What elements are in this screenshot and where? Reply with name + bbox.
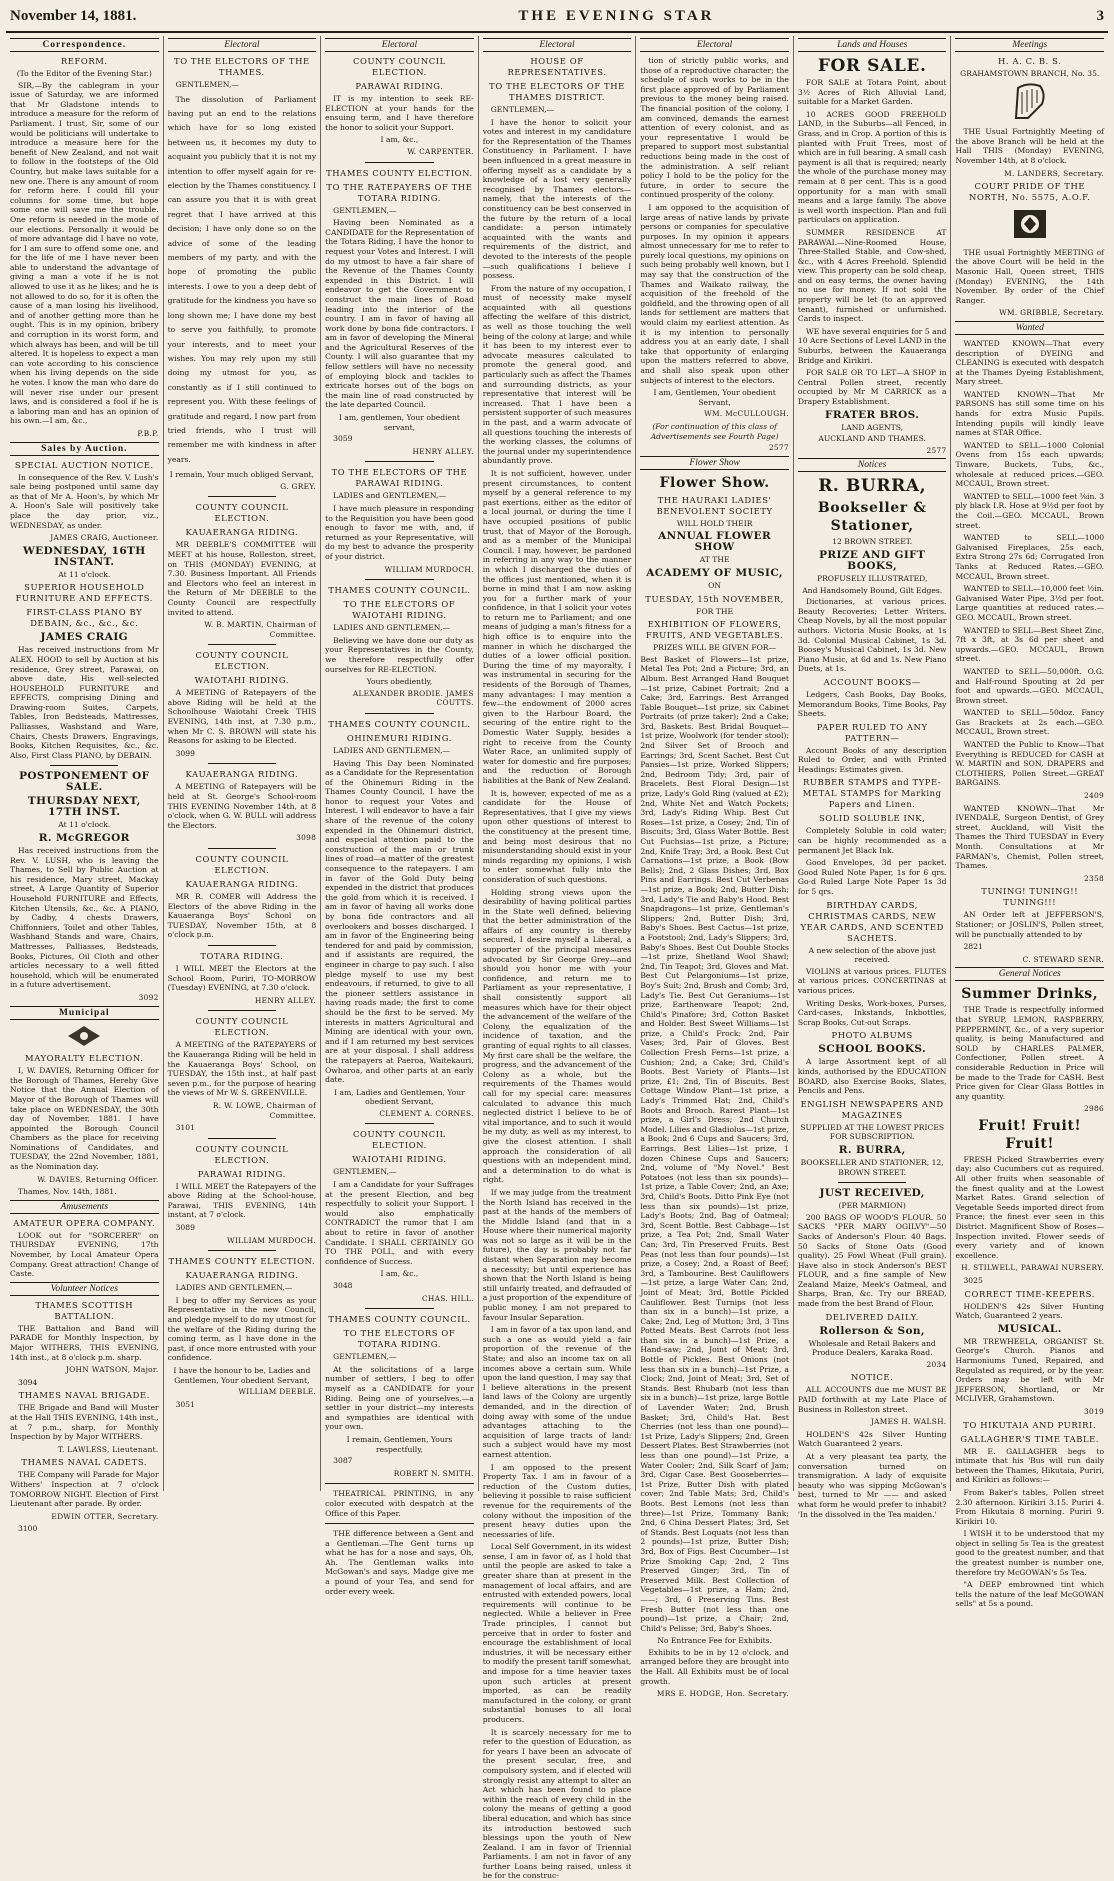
fruit-text: FRESH Picked Strawberries every day; also Cucumbers cut as required. All other fruits when seasonable of the finest quality and at the Lowest Market Rates. Grand selection of Vegetable Seeds imported direct from France; the finest ever seen in this District. Magnificent Show of Roses—Inspection invited. Flower seeds of every variety and of known excellence. bbox=[955, 1154, 1105, 1260]
wanted-7: WANTED to SELL—Best Sheet Zinc, 7ft x 3ft, at 3s 6d per sheet and upwards.—GEO. MCCAUL, Brown street. bbox=[955, 625, 1105, 664]
tea-5s-filler: I WISH it to be understood that my object in selling 5s Tea is the greatest good to the greatest number, and that the greatest number is number one, therefore try McGOWAN's 5s Tea. bbox=[955, 1529, 1105, 1577]
timekeepers-head: CORRECT TIME-KEEPERS. bbox=[964, 1288, 1095, 1299]
wednesday-time: At 11 o'clock. bbox=[58, 569, 111, 579]
gent-filler: THE difference between a Gent and a Gentleman.—The Gent turns up what he has for a nose and says, Oh, Ah. The Gentleman walks into McGowan's and says, Madge give me a pound of your Tea, and send for order every week. bbox=[325, 1529, 474, 1596]
just-received-sub: (PER MARMION) bbox=[838, 1201, 906, 1211]
continuation-note: (For continuation of this class of Advertisements see Fourth Page) bbox=[650, 421, 779, 441]
mccullough-signature: WM. McCULLOUGH. bbox=[704, 409, 789, 419]
reform-signature: P.B.P. bbox=[137, 428, 159, 438]
kau5-salutation: LADIES AND GENTLEMEN,— bbox=[175, 1283, 293, 1293]
cards-head: BIRTHDAY CARDS, CHRISTMAS CARDS, NEW YEAR CARDS, AND SCENTED SACHETS. bbox=[800, 899, 944, 943]
mccullough-para-1: tion of strictly public works, and those of a reproductive character; the schedule of such works to be in the first place approved of by Parliament previous to the money being raised. The financial position of the colony, I am convinced, demands the earnest attention of every colonist, and as your representative I would be prepared to support most substantial reductions being made in the cost of the administration. A self reliant policy I hold to be the policy for the future, in order to secure the continued prosperity of the colony. bbox=[640, 56, 789, 200]
naval-text: THE Brigade and Band will Muster at the Hall THIS EVENING, 14th inst., at 7 p.m., sharp, for Monthly Inspection by by Major WITHERS. bbox=[10, 1403, 159, 1442]
kau2-number: 3098 bbox=[296, 833, 317, 843]
grey-text: The dissolution of Parliament having put an end to the relations which have for so long existed between us, it becomes my duty to acquaint you publicly that it is not my intention to offer myself again for re-election by the Thames constituency. I can assure you that it is with great regret that I have arrived at this decision; I have only done so on the advice of some of the leading members of my party, and with the hope of promoting the public interests. I owe to you a deep debt of gratitude for the kindness you have so long shown me; I have done my best to serve you faithfully, to promote your interests, and to meet your wishes. You may rely upon my still doing my utmost for you, as constantly as if I still continued to represent you. With these feelings of gratitude and regard, I now part from tried friends, who I trust will remember me with kindness in after years. bbox=[167, 94, 317, 464]
burra-name: R. BURRA, bbox=[818, 476, 927, 497]
envelopes-text: Good Envelopes, 3d per packet. Good Ruled Note Paper, 1s for 6 qrs. Go-d Ruled Large Note Paper 1s 3d for 5 qrs. bbox=[797, 858, 947, 897]
reform-to: (To the Editor of the Evening Star.) bbox=[16, 69, 152, 78]
piano-head: FIRST-CLASS PIANO BY DEBAIN, &c., &c., &c. bbox=[26, 607, 143, 629]
kau5-text: I beg to offer my Services as your Representative in the new Council, and pledge myself to do my utmost for the welfare of the Riding during the coming term, as I have done in the past, if once more entrusted with your confidence. bbox=[167, 1295, 317, 1363]
ohinemuri-signature: CLEMENT A. CORNES. bbox=[379, 1108, 474, 1118]
hill-sub: WAIOTAHI RIDING. bbox=[352, 1154, 447, 1165]
burra-address: 12 BROWN STREET. bbox=[832, 537, 913, 547]
harp-icon bbox=[955, 82, 1104, 125]
rollerson-number: 2034 bbox=[926, 1359, 947, 1369]
smith-close: I remain, Gentlemen, Yours respectfully, bbox=[346, 1434, 453, 1454]
wanted-11-number: 2358 bbox=[1084, 873, 1105, 883]
ink-head: SOLID SOLUBLE INK, bbox=[818, 813, 926, 824]
times-text: From Baker's tables, Pollen street 2.30 afternoon. Kirikiri 3.15. Puriri 4. From Hikutaia 8 morning. Puriri 9. Kirikiri 10. bbox=[955, 1487, 1105, 1526]
notice-signature: JAMES H. WALSH. bbox=[870, 1417, 947, 1427]
kau5-number: 3051 bbox=[175, 1399, 195, 1409]
murdoch-salutation: LADIES and GENTLEMEN,— bbox=[333, 491, 447, 501]
column-6 bbox=[794, 36, 952, 1519]
parawai-signature: WILLIAM MURDOCH. bbox=[227, 1235, 317, 1245]
representatives-para-6: If we may judge from the treatment the North Island has received in the past at the hands of the members of the Middle Island (and that in a House where their numerical majority was not so large as it will be in the future), the day is probably not far distant when Separation may become a necessity; but until experience has shown that the North Island is being still unfairly treated, and defrauded of a just proportion of the expenditure of public money, I am not prepared to favour Insular Separation. bbox=[482, 1187, 632, 1322]
fruit-head: Fruit! Fruit! Fruit! bbox=[978, 1117, 1082, 1152]
murdoch-text: I have much pleasure in responding to the Requisition you have been good enough to favor me with, and, if returned as your Representative, will do my best to advance the prosperity of your district. bbox=[325, 504, 474, 561]
notice-head: NOTICE. bbox=[850, 1372, 894, 1383]
mcgregor-text: Has received instructions from the Rev. V. LUSH, who is leaving the Thames, to Sell by Public Auction at his residence, Mary street, Mackay street, A Large Quantity of Superior Household FURNITURE and Effects, Kitchen Utensils, &c., &c. A PIANO, by Cadby, 4 chests Drawers, Chiffonniers, Toilet and other Tables, Washhand Stands and ware, Chairs, Mattresses, Palliasses, Bedsteads, Books, Pictures, Oil Cloth and other articles necessary to a well fitted household, which will be enumerated in a future advertisement. bbox=[10, 846, 159, 990]
mcgregor-number: 3092 bbox=[138, 992, 159, 1002]
kau1-sub: KAUAERANGA RIDING. bbox=[185, 527, 299, 538]
representatives-para-1: I have the honor to solicit your votes and interest in my candidature for the Representation of the Thames Constituency in Parliament. I have been influenced in a great measure in offering myself as a candidate by a knowledge of a lost very generally recognised by Thames electors—namely, that the interests of the constituency can be best conserved in the future by the return of a local candidate: a person intimately acquainted with the wants and requirements of the district, and devoted to the interests of the people—such qualifications I believe I possess. bbox=[482, 117, 632, 281]
mayoralty-signature: W. DAVIES, Returning Officer. bbox=[37, 1174, 159, 1184]
ohinemuri-salutation: LADIES AND GENTLEMEN,— bbox=[333, 745, 450, 755]
burra-trade: Bookseller & Stationer, bbox=[817, 500, 927, 535]
waiotahi-council-head: THAMES COUNTY COUNCIL. bbox=[328, 585, 471, 596]
cards-text: A new selection of the above just received. bbox=[808, 945, 936, 965]
smith-signature: ROBERT N. SMITH. bbox=[393, 1468, 474, 1478]
burra2-name: R. BURRA, bbox=[838, 1143, 906, 1156]
representatives-para-10: It is scarcely necessary for me to refer to the question of Education, as for years I have been an advocate of the present secular, free, and compulsory system, and if elected will strongly resist any attempt to alter an Act which has been found to place within the reach of every child in the colony the means of getting a good liberal education, and which has since its introduction bestowed such blessings upon the youth of New Zealand. I am in favor of Triennial Parliaments. I am not in favor of any further Loans being raised, unless it be for the construc- bbox=[482, 1727, 632, 1881]
delivered-daily: DELIVERED DAILY. bbox=[825, 1311, 919, 1322]
rubber-head: RUBBER STAMPS and TYPE-METAL STAMPS for Marking Papers and Linen. bbox=[802, 777, 942, 810]
section-electoral-5: Electoral bbox=[640, 38, 789, 52]
murdoch-head: TO THE ELECTORS OF THE PARAWAI RIDING. bbox=[331, 467, 468, 489]
newspapers-text: SUPPLIED AT THE LOWEST PRICES FOR SUBSCRIPTION. bbox=[800, 1122, 945, 1142]
columns bbox=[6, 36, 1108, 1881]
representatives-para-8: I am opposed to the present Property Tax. I am in favour of a reduction of the Custom duties, believing it possible to raise sufficient revenue for the requirements of the colony without the imposition of the present heavy duties upon the necessaries of life. bbox=[482, 1462, 632, 1539]
masthead bbox=[6, 6, 1108, 33]
printing-notice: THEATRICAL PRINTING, in any color executed with despatch at the Office of this Paper. bbox=[325, 1489, 474, 1518]
for-sale-3: SUMMER RESIDENCE AT PARAWAI.—Nine-Roomed House, Three-Stalled Stable, and Cow-shed, &c., with 4 Acres Freehold. Splendid view. This property can be sold cheap, and on easy terms, the owner having no use for money. If not sold the property will be let (to an approved tenant), furnished or unfurnished. Cards to inspect. bbox=[797, 227, 947, 324]
frater-sub: LAND AGENTS, bbox=[841, 422, 904, 432]
for-sale-head: FOR SALE. bbox=[817, 56, 927, 76]
ohinemuri-head: THAMES COUNTY COUNCIL. bbox=[328, 718, 471, 729]
kau4-text: A MEETING of the RATEPAYERS of the Kauaeranga Riding will be held in the Kauaeranga Boys' School, on TUESDAY, the 15th inst., at half past seven p.m., for the purpose of hearing the views of Mr W. S. GREENVILLE. bbox=[167, 1040, 317, 1098]
court-signature: WM. GRIBBLE, Secretary. bbox=[999, 308, 1105, 318]
section-flower-show: Flower Show bbox=[640, 456, 789, 470]
timekeepers-text: HOLDEN'S 42s Silver Hunting Watch, Guaranteed 2 years. bbox=[955, 1301, 1105, 1321]
tuning-signature: C. STEWARD SENR. bbox=[1022, 954, 1105, 964]
alley-head: THAMES COUNTY ELECTION. bbox=[326, 167, 473, 178]
wednesday-head: WEDNESDAY, 16TH INSTANT. bbox=[22, 544, 146, 568]
auction-text: In consequence of the Rev. V. Lush's sale being postponed until same day as that of Mr A. Hoon's, by which Mr A. Hoon's Sale will positively take place the day prior, viz., WEDNESDAY, as under. bbox=[10, 472, 159, 530]
waiotahi-text: A MEETING of Ratepayers of the above Riding will be held at the Schoolhouse Waiotahi Creek THIS EVENING, 14th inst, at 7.30 p.m., when Mr C. S. BROWN will state his Reasons for asking to be Elected. bbox=[167, 688, 317, 746]
grey-signature: G. GREY. bbox=[280, 481, 317, 491]
kau4-head: COUNTY COUNCIL ELECTION. bbox=[195, 1016, 289, 1038]
section-auction: Sales by Auction. bbox=[10, 442, 159, 456]
opera-head: AMATEUR OPERA COMPANY. bbox=[13, 1217, 156, 1228]
fruit-signature: H. STILWELL, PARAWAI NURSERY. bbox=[961, 1263, 1105, 1273]
representatives-salutation: GENTLEMEN,— bbox=[490, 105, 555, 114]
frater-name: FRATER BROS. bbox=[824, 408, 920, 421]
smith-number: 3087 bbox=[333, 1456, 353, 1466]
flower-at: AT THE bbox=[699, 555, 730, 565]
kau3-text: MR R. COMER will Address the Electors of the above Riding in the Kauaeranga Boys' School on TUESDAY, November 15th, at 8 o'clock p.m. bbox=[167, 892, 317, 940]
photo-albums: PHOTO ALBUMS bbox=[831, 1030, 913, 1041]
totara-sub: TOTARA RIDING. bbox=[200, 950, 284, 961]
murdoch-signature: WILLIAM MURDOCH. bbox=[384, 564, 474, 574]
waiotahi-number: 3099 bbox=[175, 748, 195, 758]
section-correspondence: Correspondence. bbox=[10, 38, 159, 52]
cadets-signature: EDWIN OTTER, Secretary. bbox=[51, 1511, 159, 1521]
account-head: ACCOUNT BOOKS— bbox=[823, 676, 921, 687]
mccullough-number: 2577 bbox=[768, 443, 789, 453]
account-list: Ledgers, Cash Books, Day Books, Memorandum Books, Time Books, Pay Sheets. bbox=[797, 689, 947, 719]
flower-on: ON bbox=[708, 580, 722, 590]
waiotahi-council-close: Yours obediently, bbox=[366, 677, 433, 687]
prizes-list: Best Basket of Flowers—1st prize, Metal Tea Pot; 2nd a Picture; 3rd, an Album. Best Arranged Hand Bouquet—1st prize, Cabinet Portrait; 2nd a Cake; 3rd, Earrings. Best Arranged Table Bouquet—1st prize, six Cabinet Portraits (of prize taker); 2nd a Cake; 3rd, Baskets. Best Bridal Bouquet—1st prize, Woolwork (for tender stool); 2nd Silver Set of Brooch and Earrings; 3rd, Scent Sachet. Best Cut Pansies—1st prize, Worked Slippers; 2nd, Bedroom Tidy; 3rd, pair of Bracelets. Best Floral Design—1st prize, Lady's Gold Ring (valued at £2); 2nd, White Net and Watch Pockets; 3rd, Lady's Riding Whip. Best Cut Roses—1st prize, a Cosey; 2nd, Tin of Biscuits; 3rd, Glass Water Bottle. Best Cut Fuchsias—1st prize, a Picture; 2nd, Knife Tray; 3rd, a Book. Best Cut Carnations—1st prize, a Book (Bow Bells); 2nd, 2 Glass Dishes; 3rd, Box Pins and Earrings. Best Cut Verbenas—1st prize, a Book; 2nd, Butter Dish; 3rd, Lady's Tie and Baby's Hood. Best Snapdragons—1st prize, Gentleman's Slippers; 2nd, Butter Dish; 3rd, Baby's Shoes. Best Cactus—1st prize, a Footstool; 2nd, Lady's Slippers; 3rd, Baby's Shoes. Best Cut Double Stocks—1st prize, Shetland Wool Shawl; 2nd, Tin Teapot; 3rd, Gloves and Mat. Best Cut Pelargoniums—1st prize, Boy's Suit; 2nd, Brush and Comb; 3rd, Lady's Tie. Best Cut Geraniums—1st prize, Earthenware Teapot; 2nd, Child's Pinafore; 3rd, Cotton Basket and Holder. Best Sweet Williams—1st prize, a Child's Frock; 2nd, Pair Vases; 3rd, Pair of Gloves. Best Collection Fresh Ferns—1st prize, a Cushion; 2nd, a Cake; 3rd, Child's Boots. Best Variety of Plants—1st prize, £1; 2nd, Tin of Biscuits. Best Cottage Window Plant—1st prize, a Lady's Trimmed Hat; 2nd, Child's Boots and Brooch. Rarest Plant—1st prize, a Girl's Dress; 2nd Church Model. Lilies and Gladiolus—1st prize, a Book; 2nd 6 Cups and Saucers; 3rd, Earrings. Best Lilies—1st prize, 1 dozen Chinese Cups and Saucers; 2nd, volume of "My Novel." Best Potatoes (not less than six pounds)—1st prize, a Table Cover; 2nd, an Axe; 3rd, Child's Boots. Ditto Pink Eye (not less than six pounds)—1st prize, Lady's Boots; 2nd, Bag of Oatmeal; 3rd, Scent Bottle. Best Cabbage—1st prize, a Tea Pot; 2nd, Small Water Can; 3rd, Tin Preserved Fruits. Best Peas (not less than four pounds)—1st prize, a Cosey; 2nd, a Roast of Beef; 3rd, a Tambourine. Best Cauliflowers—1st prize, a large Water Can; 2nd, Joint of Meat; 3rd, Bottle Pickled Cauliflower. Best Turnips (not less than six in a bunch)—1st prize, a Cake; 2nd, Leg of Mutton; 3rd, 3 Tins Potted Meats. Best Carrots (not less than six in a bunch)—1st Prize, a Hand-saw; 2nd, Joint of Meat; 3rd, Bottle of Pickles. Best Onions (not less than six in a bunch)—1st Prize, a Clock; 2nd, Joint of Meat; 3rd, Set of Stands. Best Rhubarb (not less than six in a bunch)—1st prize, large Bottle of Lavender Water; 2nd, Brush Basket; 3rd, Child's Hat. Best Cherries (not less than one pound)—1st Prize, Lady's Slippers; 2nd, Green Dessert Plates. Best Strawberries (not less than one pound)—1st Prize, a Water Cooler; 2nd, Silk Scarf of Jam; 3rd, Cigar Case. Best Gooseberries—1st Prize, Butter Dish with plated cover; 2nd Table Mats; 3rd, Child's Boots. Best Lemons (not less than three)—1st Prize, Tommany Bank; 2nd, 6 China Dessert Plates; 3rd, Set of Stands. Best Loquats (not less than 2 pounds)—1st prize, Butter Dish; 3rd, Box of Figs. Best Cucumber—1st Prize Smoking Cap; 2nd, 2 Tins Preserved Ginger; 3rd, Tin of Preserved Milk. Best Collection of Vegetables—1st prize, a Ham; 2nd, ——; 3rd, 6 Preserving Tins. Best Fresh Butter (not less than one pound)—1st prize, a Chair; 2nd, Child's Pelisse; 3rd, Baby's Shoes. bbox=[640, 654, 789, 1633]
flower-society: THE HAURAKI LADIES' BENEVOLENT SOCIETY bbox=[656, 494, 773, 516]
scottish-head: THAMES SCOTTISH BATTALION. bbox=[35, 1299, 134, 1321]
parawai-head: COUNTY COUNCIL ELECTION. bbox=[195, 1143, 289, 1165]
court-emblem-icon bbox=[955, 206, 1104, 245]
tuning-text: AN Order left at JEFFERSON'S, Stationer; or JOSLIN'S, Pollen street, will be punctually attended to by bbox=[955, 910, 1105, 939]
mcgregor-name: R. McGREGOR bbox=[38, 832, 130, 845]
scottish-signature: JOHN WATSON, Major. bbox=[65, 1365, 159, 1375]
notice-text: ALL ACCOUNTS due me MUST BE PAID forthwith at my Late Place of Business in Rolleston street. bbox=[797, 1385, 947, 1414]
mayoralty-date: Thames, Nov. 14th, 1881. bbox=[18, 1187, 117, 1197]
wanted-10: WANTED the Public to Know—That Everything is REDUCED for CASH at W. MARTIN and SON, DRAPERS and CLOTHIERS, Pollen Street.—GREAT BARGAINS. bbox=[955, 740, 1105, 788]
naval-signature: T. LAWLESS, Lieutenant. bbox=[57, 1444, 159, 1454]
waiotahi-council-text: Believing we have done our duty as your Representatives in the County, we therefore respectfully offer ourselves for RE-ELECTION. bbox=[325, 635, 474, 674]
musical-number: 3019 bbox=[1084, 1406, 1105, 1416]
cadets-text: THE Company will Parade for Major Withers' Inspection at 7 o'clock TOMORROW NIGHT. Election of First Lieutenant after parade. By order. bbox=[10, 1470, 159, 1509]
school-books-head: SCHOOL BOOKS. bbox=[818, 1043, 927, 1056]
wanted-8: WANTED to SELL—50,000ft. O.G. and Half-round Spouting at 2d per foot and upwards.—GEO. MCCAUL, Brown street. bbox=[955, 666, 1105, 705]
hacs-sub: GRAHAMSTOWN BRANCH, No. 35. bbox=[960, 69, 1100, 78]
carpenter-head: COUNTY COUNCIL ELECTION. bbox=[353, 56, 446, 77]
alley-sub: TO THE RATEPAYERS OF THE TOTARA RIDING. bbox=[326, 181, 473, 203]
opera-text: LOOK out for "SORCERER" on THURSDAY EVENING, 17th November, by Local Amateur Opera Company. Great attraction! Change of Caste. bbox=[10, 1230, 159, 1279]
books-list: Dictionaries, at various prices. Beauty Recoveries; Letter Writers. Cheap Novels, by all the most popular authors. Victoria Music Books, at 1s 3d. Colonial Musical Cabinet, 1s 3d. Boosey's Musical Cabinet, 1s 3d. New Piano Music, at 6d and 1s. New Piano Duets, at 1s. bbox=[797, 597, 947, 674]
kau5-sub: KAUAERANGA RIDING. bbox=[185, 1270, 299, 1281]
flower-show-title: Flower Show. bbox=[659, 474, 770, 491]
hill-salutation: GENTLEMEN,— bbox=[333, 1167, 397, 1177]
page-number: 3 bbox=[1096, 8, 1104, 24]
column-4 bbox=[479, 36, 637, 1881]
waiotahi-council-sub: TO THE ELECTORS OF WAIOTAHI RIDING. bbox=[343, 599, 456, 621]
kau3-head: COUNTY COUNCIL ELECTION. bbox=[195, 854, 289, 875]
carpenter-text: IT is my intention to seek RE-ELECTION at your hands for the ensuing term, and I have therefore the honor to solicit your Support. bbox=[325, 94, 474, 132]
flower-will: WILL HOLD THEIR bbox=[676, 518, 753, 528]
grey-close: I remain, Your much obliged Servant, bbox=[169, 470, 315, 480]
fruit-number: 3025 bbox=[963, 1276, 983, 1285]
column-5 bbox=[636, 36, 794, 1699]
flower-exhibition: EXHIBITION OF FLOWERS, FRUITS, AND VEGETABLES. bbox=[645, 619, 784, 641]
waiotahi-council-salutation: LADIES AND GENTLEMEN,— bbox=[333, 623, 450, 633]
section-amusements: Amusements bbox=[10, 1200, 159, 1214]
flower-date: TUESDAY, 15th NOVEMBER, bbox=[645, 593, 784, 604]
ohinemuri-sub: OHINEMURI RIDING. bbox=[346, 732, 452, 743]
parawai-sub: PARAWAI RIDING. bbox=[197, 1168, 286, 1179]
representatives-para-7: I am in favor of a tax upon land, and such a one as would yield a fair proportion of the revenue of the State; and also an income tax on all incomes above a certain sum. While upon the land question, I may say that I believe alterations in the present land laws of the Colony are urgently demanded, and in the direction of doing away with some of the undue advantages attaching to the acquisition of large tracts of land: such a subject would have my most earnest attention. bbox=[482, 1325, 632, 1459]
wanted-10-number: 2409 bbox=[1084, 791, 1105, 801]
craig-name: JAMES CRAIG bbox=[40, 631, 129, 644]
hacs-head: H. A. C. B. S. bbox=[998, 56, 1062, 66]
hikutaia-head: TO HIKUTAIA AND PURIRI. bbox=[963, 1419, 1097, 1430]
tuning-number: 2821 bbox=[963, 942, 983, 952]
scottish-number: 3094 bbox=[18, 1377, 38, 1387]
section-electoral-4: Electoral bbox=[483, 38, 632, 52]
school-books-text: A large Assortment kept of all kinds, authorised by the EDUCATION BOARD, also Exercise Books, Slates, Pencils and Pens. bbox=[797, 1057, 947, 1096]
ohinemuri-text: Having This Day been Nominated as a Candidate for the Representation of the Ohinemuri Riding in the Thames County Council, I have the honor to request your Votes and Interest. I will endeavor to have a fair share of the revenue of the colony expended in the Ohinemuri district, and especial attention paid to the construction of the main or trunk lines of road—a matter of the greatest consequence to the ratepayers. I am in favor of the Gold Duty being expended in the district that produces the gold from which it is received. I am in favor of having all works done by bona fide contractors and all overlookers and bosses discharged. I am in favor of the Engineering being tendered for and paid by commission, and if assistants are required, the engineer in charge to pay such. I also pledge myself to use my best endeavours, if returned, to give to all the pioneer settlers assistance in having roads made; the first to come should be the first to be served. My interests in matters Agricultural and Mining are identical with your own, and if I am returned my best services are at your disposal. I shall address the ratepayers at Paeroa, Waitekauri, Owharoa, and other parts at an early date. bbox=[325, 758, 474, 1085]
newspapers-head: ENGLISH NEWSPAPERS AND MAGAZINES bbox=[800, 1098, 944, 1120]
representatives-head: HOUSE OF REPRESENTATIVES. bbox=[507, 56, 607, 77]
waiotahi-sub: WAIOTAHI RIDING. bbox=[194, 675, 290, 686]
craig-text: Has received instructions from Mr ALEX. HOOD to sell by Auction at his residence, Grey street, Parawai, on above date, His well-selected HOUSEHOLD FURNITURE and EFFECTS, comprising Dining and Drawing-room Suites, Carpets, Tables, Iron Bedsteads, Mattresses, Palliasses, Washstand and Ware, Chairs, Chests Drawers, Engravings, Books, Kitchen Requisites, &c., &c. Also, First Class PIANO, by DEBAIN. bbox=[10, 645, 159, 760]
flour-text: 200 BAGS OF WOOD'S FLOUR. 50 SACKS "PER MARY OGILVY"—50 Sacks of Anderson's Flour. 40 Bags. 50 Sacks of Stone Oats (Good quality). 25 Fowl Wheat (Full grain). Have also in stock Anderson's BEST FLOUR, and a fine sample of New Zealand Maize, Meek's Oatmeal, and Sharps, Bran, &c. Try our BREAD, made from the best Brand of Flour, bbox=[797, 1212, 947, 1309]
for-sale-1: FOR SALE at Totara Point, about 3½ Acres of Rich Alluvial Land, suitable for a Market Garden. bbox=[797, 78, 947, 107]
wanted-5: WANTED to SELL—1000 Galvanised Fireplaces, 25s each, Extra Strong 27s 6d; Corrugated Iron Tanks at Reduced Rates.—GEO. MCCAUL, Brown street. bbox=[955, 533, 1105, 581]
rollerson-name: Rollerson & Son, bbox=[819, 1324, 925, 1337]
column-2 bbox=[164, 36, 322, 1491]
wanted-6: WANTED to SELL—10,000 feet ½in. Galvanised Water Pipe, 3½d per foot. Large quantities at reduced rates.—GEO. MCCAUL, Brown street. bbox=[955, 584, 1105, 622]
flower-for: FOR THE bbox=[696, 606, 734, 616]
ink-text: Completely Soluble in cold water; can be highly recommended as a permanent Jet Black Ink. bbox=[797, 826, 947, 855]
holden-text: HOLDEN'S 42s Silver Hunting Watch Guaranteed 2 years. bbox=[797, 1429, 947, 1449]
flower-footer: Exhibits to be in by 12 o'clock, and arranged before they are brought into the Hall. All Exhibits must be of local growth. bbox=[640, 1647, 789, 1686]
waiotahi-council-signature: ALEXANDER BRODIE. JAMES COUTTS. bbox=[352, 688, 474, 708]
postponement-head: POSTPONEMENT OF SALE. bbox=[19, 770, 150, 794]
kau4-signature: R. W. LOWE, Chairman of Committee. bbox=[212, 1100, 317, 1120]
totara-signature: HENRY ALLEY. bbox=[254, 995, 317, 1005]
totara-text: I WILL MEET the Electors at the School Room, Puriri, TO-MORROW (Tuesday) EVENING, at 7.30 o'clock. bbox=[167, 963, 317, 993]
smith-head: THAMES COUNTY COUNCIL. bbox=[328, 1314, 471, 1325]
kau3-sub: KAUAERANGA RIDING. bbox=[185, 879, 299, 889]
no-entrance-fee: No Entrance Fee for Exhibits. bbox=[657, 1636, 772, 1646]
representatives-para-3: It is not sufficient, however, under present circumstances, to content myself by a general reference to my past exertions, either as the editor of a local journal, or during the time I have occupied positions of public trust, that of Mayor of the Borough, and as a member of the Municipal Council. I may, however, be pardoned in referring in any way to the manner in which I discharged the duties of the offices just mentioned, when it is borne in mind that I am now asking you for a further mark of your confidence, in that I solicit your votes to return me to Parliament; and one means of judging a man's fitness for a high office is to enquire into the manner in which he discharged the duties of a lower official position. During the time of my mayoralty, I was instrumental in securing for the residents of the Borough of Thames, many advantages: I may mention a few—the endowment of 2000 acres given to the Harbour Board, the securing of the entire right to the Domestic Water Supply, besides a right to receive from the County Water Race, an unlimited supply of water for domestic and fire purposes; and the reduction of Borough liabilities at the Bank of New Zealand. bbox=[482, 468, 632, 785]
column-7 bbox=[951, 36, 1108, 1609]
just-received-head: JUST RECEIVED, bbox=[819, 1187, 925, 1200]
for-sale-4: WE have several enquiries for 5 and 10 Acre Sections of Level LAND in the Suburbs, between the Kauaeranga Bridge and Kirikiri. bbox=[797, 326, 947, 365]
carpenter-close: I am, &c., bbox=[380, 135, 419, 145]
representatives-para-4: It is, however, expected of me as a candidate for the House of Representatives, that I give my views upon other questions of interest to the constituency at the present time, and being most desirous that no misunderstanding should exist in your minds regarding my opinions, I wish to enter somewhat fully into the consideration of such questions. bbox=[482, 788, 632, 884]
column-3 bbox=[321, 36, 479, 1596]
summer-drinks-number: 2986 bbox=[1084, 1104, 1105, 1114]
section-volunteer: Volunteer Notices bbox=[10, 1282, 159, 1296]
cadets-head: THAMES NAVAL CADETS. bbox=[21, 1457, 148, 1468]
prize-books-sub2: And Handsomely Bound, Gilt Edges. bbox=[802, 585, 943, 595]
wanted-4: WANTED to SELL—1000 feet ⅜in. 3 ply black I.R. Hose at 9½d per foot by the Coil.—GEO. MCCAUL, Brown street. bbox=[955, 491, 1105, 530]
smith-salutation: GENTLEMEN,— bbox=[333, 1352, 397, 1362]
kau1-signature: W. B. MARTIN, Chairman of Committee. bbox=[204, 620, 317, 639]
mayoralty-text: I, W. DAVIES, Returning Officer for the Borough of Thames, Hereby Give Notice that the Annual Election of Mayor of the Borough of Thames will take place on WEDNESDAY, the 30th day of November, 1881. I have appointed the Borough Council Chambers as the place for receiving Nominations of Candidates, and TUESDAY, the 22nd November, 1881, as the Nomination day. bbox=[10, 1066, 159, 1172]
burra2-trade: BOOKSELLER AND STATIONER, 12, BROWN STREET. bbox=[800, 1157, 944, 1177]
gallagher-head: GALLAGHER'S TIME TABLE. bbox=[960, 1433, 1100, 1444]
summer-drinks-text: THE Trade is respectfully informed that SYRUP, LEMON, RASPBERRY, PEPPERMINT, &c., of a very superior quality, is being Manufactured and SOLD by CHARLES PALMER, Confectioner, Pollen street. A considerable Reduction in Price will be made to the Trade for CASH. Best Price given for Clear Glass Bottles in any quantity. bbox=[955, 1005, 1105, 1101]
representatives-para-5: Holding strong views upon the desirability of having political parties in the State well defined, believing that the better administration of the affairs of any country is thereby secured, I desire myself a Liberal, a supporter of the principal measures advocated by Sir George Grey—and should you honor me with your confidence, and return me to Parliament as your representative, I shall consistently support all measures which have for their object the advancement of the welfare of the Colony, the equalization of the incidence of taxation, and the granting of equal rights to all classes. My first care shall be the welfare, the progress, and the advancement of the Colony as a whole, but the requirements of the Thames would call for my special care: measures calculated to advance this much neglected district I believe to be of vital importance, and to such it would be my duty, as well as my interest, to give the closest attention. I shall approach the consideration of all questions with an independent mind, and a determination to do what is right. bbox=[482, 887, 632, 1185]
wanted-3: WANTED to SELL—1000 Colonial Ovens from 15s each upwards; Tinware, Buckets, Tubs, &c., wholesale at reduced prices.—GEO. MCCAUL, Brown street. bbox=[955, 440, 1105, 489]
section-wanted: Wanted bbox=[955, 321, 1104, 335]
summer-drinks-head: Summer Drinks, bbox=[961, 986, 1099, 1003]
alley-number: 3059 bbox=[333, 434, 353, 444]
flower-signature: MRS E. HODGE, Hon. Secretary. bbox=[656, 1689, 789, 1699]
section-meetings: Meetings bbox=[955, 38, 1104, 52]
crest-icon bbox=[10, 1024, 159, 1051]
hill-number: 3048 bbox=[333, 1281, 353, 1290]
tuning-head: TUNING! TUNING!! TUNING!!! bbox=[981, 886, 1079, 908]
hacs-text: THE Usual Fortnightly Meeting of the above Branch will be held at the Hall THIS (Monday) EVENING, November 14th, at 8 o'clock. bbox=[955, 127, 1105, 165]
reform-title: REFORM. bbox=[60, 56, 108, 66]
frater-place: AUCKLAND AND THAMES. bbox=[818, 434, 926, 444]
auction-head: SPECIAL AUCTION NOTICE. bbox=[14, 459, 154, 470]
parawai-number: 3089 bbox=[175, 1223, 195, 1233]
mccullough-close: I am, Gentlemen, Your obedient Servant, bbox=[653, 388, 776, 407]
hill-text: I am a Candidate for your Suffrages at the present Election, and beg respectfully to solicit your Support. I would also emphatically CONTRADICT the rumor that I am about to retire in favor of another Candidate. I SHALL CERTAINLY GO TO THE POLL, and with every confidence of Success. bbox=[325, 1180, 474, 1266]
section-municipal: Municipal bbox=[10, 1006, 159, 1020]
musical-head: MUSICAL. bbox=[997, 1322, 1062, 1335]
for-sale-5: FOR SALE OR TO LET—A SHOP in Central Pollen street, recently occupied by Mr M CARRICK as a Drapery Establishment. bbox=[797, 368, 947, 406]
thursday-head: THURSDAY NEXT, 17TH INST. bbox=[27, 795, 141, 819]
naval-head: THAMES NAVAL BRIGADE. bbox=[18, 1390, 150, 1401]
mayoralty-head: MAYORALTY ELECTION. bbox=[25, 1053, 144, 1064]
court-head: COURT PRIDE OF THE NORTH, No. 5575, A.O.F. bbox=[969, 181, 1091, 203]
superior-head: SUPERIOR HOUSEHOLD FURNITURE AND EFFECTS. bbox=[15, 582, 153, 604]
representatives-sub: TO THE ELECTORS OF THE THAMES DISTRICT. bbox=[489, 81, 625, 102]
section-electoral-2: Electoral bbox=[168, 38, 317, 52]
thursday-time: At 11 o'clock. bbox=[58, 820, 111, 830]
hill-signature: CHAS. HILL. bbox=[421, 1293, 474, 1303]
kau2-sub: KAUAERANGA RIDING. bbox=[185, 769, 299, 780]
section-general: General Notices bbox=[955, 967, 1104, 981]
mccullough-para-2: I am opposed to the acquisition of large areas of native lands by private persons or companies for speculative purposes. In my opinion it appears almost unnecessary for me to refer to purely local questions, my opinions on such being probably well known, but I may say that the construction of the Thames and Waikato railway, the acquisition of the freehold of the goldfield, and the throwing open of all lands for settlement are matters that would claim my earliest attention. As it is my intention to personally address you at an early date, I shall take that opportunity of enlarging upon the matters referred to above, and shall also speak upon other subjects of interest to the electors. bbox=[640, 202, 789, 385]
section-electoral-3: Electoral bbox=[325, 38, 474, 52]
hill-head: COUNTY COUNCIL ELECTION. bbox=[353, 1129, 446, 1151]
writing-text: Writing Desks, Work-boxes, Purses, Card-cases, Inkstands, Inkbottles, Scrap Books, Cut-out Scraps. bbox=[797, 998, 947, 1027]
wanted-1: WANTED KNOWN—That every description of DYEING and CLEANING is executed with despatch at the Thames Dyeing Establishment, Mary street. bbox=[955, 338, 1105, 387]
issue-date: November 14, 1881. bbox=[10, 8, 137, 24]
violins-text: VIOLINS at various prices. FLUTES at various prices. CONCERTINAS at various prices. bbox=[797, 966, 947, 995]
frater-number: 2577 bbox=[926, 445, 947, 455]
wanted-11: WANTED KNOWN—That Mr IVENDALE, Surgeon Dentist, of Grey street, Auckland, will Visit the Thames the Third TUESDAY in Every Month. Consultations at Mr FARMAN's, Chemist, Pollen street, Thames. bbox=[955, 803, 1105, 871]
prizes-head: PRIZES WILL BE GIVEN FOR— bbox=[653, 643, 777, 653]
gallagher-text: MR E. GALLAGHER begs to intimate that his 'Bus will run daily between the Thames, Hikutaia, Puriri, and Kirikiri as follows:— bbox=[955, 1446, 1105, 1485]
rollerson-text: Wholesale and Retail Bakers and Produce Dealers, Karaka Road. bbox=[808, 1338, 936, 1358]
tea-5s-filler-2: "A DEEP embrowned tint which tells the nature of the leaf McGOWAN sells" at 5s a pound. bbox=[955, 1580, 1105, 1609]
cadets-number: 3100 bbox=[18, 1524, 38, 1534]
parawai-text: I WILL MEET the Ratepayers of the above Riding at the School-house, Parawai, THIS EVENING, 14th instant, at 7 o'clock. bbox=[167, 1181, 317, 1220]
wanted-9: WANTED to SELL—50doz. Fancy Gas Brackets at 2s each.—GEO. MCCAUL, Brown street. bbox=[955, 708, 1105, 737]
representatives-para-9: Local Self Government, in its widest sense, I am in favor of, as I hold that until the people are asked to take a greater share than at present in the management of local affairs, and are entrusted with extended powers, local requirements will continue to be neglected. While a believer in Free Trade principles, I cannot but perceive that in order to foster and encourage the establishment of local industries, it will be necessary either to modify the present tariff somewhat, and impose for a time heavier taxes upon such articles at present imported, as can be readily manufactured in the colony, or grant substantial bonuses to all local producers. bbox=[482, 1542, 632, 1724]
kau5-close: I have the honour to be, Ladies and Gentlemen, Your obedient Servant, bbox=[173, 1366, 311, 1385]
waiotahi-head: COUNTY COUNCIL ELECTION. bbox=[195, 650, 289, 672]
alley-text: Having been Nominated as a CANDIDATE for the Representation of the Totara Riding, I have the honor to request your Votes and Interest. I will do my utmost to have a fair share of the Revenue of the Thames County expended in this District. I will endeavor to get the Government to construct the main lines of Road leading into the interior of the country. I am in favor of having all work done by bona fide contractors. I am in favor of developing the Mineral and the Agricultural Reserves of the County. I will also guarantee that my fellow settlers will have no necessity of employing block and tackles to extricate horses out of the bogs on the main line of road constructed by the late departed Council. bbox=[325, 218, 474, 410]
paper-title: THE EVENING STAR bbox=[518, 8, 715, 24]
alley-salutation: GENTLEMEN,— bbox=[333, 205, 397, 215]
kau2-text: A MEETING of Ratepayers will be held at St. George's School-room THIS EVENING November 14th, at 8 o'clock, when G. W. BULL will address the Electors. bbox=[167, 782, 317, 830]
alley-signature: HENRY ALLEY. bbox=[412, 446, 474, 456]
smith-sub: TO THE ELECTORS OF TOTARA RIDING. bbox=[343, 1328, 456, 1350]
prize-books-sub: PROFUSELY ILLUSTRATED, bbox=[816, 573, 928, 583]
hacs-signature: M. LANDERS, Secretary. bbox=[1004, 168, 1105, 178]
carpenter-signature: W. CARPENTER. bbox=[407, 146, 474, 156]
kau4-number: 3101 bbox=[175, 1123, 195, 1133]
flower-annual: ANNUAL FLOWER SHOW bbox=[658, 530, 772, 554]
flower-academy: ACADEMY OF MUSIC, bbox=[646, 566, 783, 579]
kau1-head: COUNTY COUNCIL ELECTION. bbox=[195, 502, 289, 524]
paper-text: Account Books of any description Ruled to Order, and with Printed Headings: Estimates given. bbox=[797, 745, 947, 774]
kau1-text: MR DEEBLE'S COMMITTEE will MEET at his house, Rolleston, street, on THIS (MONDAY) EVENING, at 7.30. Business Important. All Friends and Electors who feel an interest in the Return of Mr DEEBLE to the County Council are respectfully invited to attend. bbox=[167, 540, 317, 617]
scottish-text: THE Battalion and Band will PARADE for Monthly Inspection, by Major WITHERS, THIS EVENING, 14th inst., at 8 o'clock p.m. sharp. bbox=[10, 1323, 159, 1362]
section-notices: Notices bbox=[798, 458, 947, 472]
representatives-para-2: From the nature of my occupation, I must of necessity make myself acquainted with all questions affecting the welfare of this district, as well as those touching the well being of the colony at large; and while it has been to my interest ever to advocate measures calculated to promote the general good, and particularly such as affect the Thames and surrounding districts, as your representative that interest will be increased. That I have been a persistent supporter of such measures in the past, and a warm advocate of all questions touching the interests of the working classes, the columns of the journal under my superintendence abundantly prove. bbox=[482, 283, 632, 466]
alley-close: I am, gentlemen, Your obedient servant, bbox=[338, 413, 460, 432]
carpenter-sub: PARAWAI RIDING. bbox=[355, 81, 444, 91]
wanted-2: WANTED KNOWN—That Mr PARSONS has still some time on his hands for extra Music Pupils. Intending pupils will kindly leave names at STAR Office. bbox=[955, 389, 1105, 438]
section-lands: Lands and Houses bbox=[798, 38, 947, 52]
musical-text: MR TREWHEELA, ORGANIST St. George's Church. Pianos and Harmoniums Tuned, Repaired, and Regulated as required, or by the year. Orders may be left with Mr JEFFERSON, Shortland, or Mr MCLIVER, Grahamstown. bbox=[955, 1336, 1105, 1404]
smith-text: At the solicitations of a large number of settlers, I beg to offer myself as a CANDIDATE for your Riding. Being one of yourselves,—a settler in your district—my interests and sympathies are identical with your own. bbox=[325, 1364, 474, 1432]
kau5-head: THAMES COUNTY ELECTION. bbox=[168, 1256, 316, 1267]
hill-close: I am, &c., bbox=[380, 1269, 419, 1279]
column-1 bbox=[6, 36, 164, 1534]
grey-head: TO THE ELECTORS OF THE THAMES. bbox=[174, 56, 310, 77]
paper-head: PAPER RULED TO ANY PATTERN— bbox=[816, 721, 928, 743]
kau5-signature: WILLIAM DEEBLE. bbox=[238, 1387, 317, 1397]
ohinemuri-close: I am, Ladies and Gentlemen, Your obedient Servant, bbox=[334, 1087, 465, 1107]
for-sale-2: 10 ACRES GOOD FREEHOLD LAND, in the Suburbs—all Fenced, in Grass, and in Crop. A portion of this is planted with Fruit Trees, most of which are in full bearing. A small cash payment is all that is required; nearly the whole of the purchase money may remain at 8 per cent. This is a good opportunity for a man with small means and a large family. The above is well worth inspection. Plan and full particulars on application. bbox=[797, 109, 947, 225]
tea-filler: At a very pleasant tea party, the conversation turned on transmigration. A lady of exquisite beauty who was sipping McGowan's best, turned to Mr —— and asked what form he would prefer to inhabit? 'In the dissolved in the Tea maiden.' bbox=[797, 1452, 947, 1519]
auction-signature: JAMES CRAIG, Auctioneer. bbox=[50, 533, 159, 543]
reform-letter: SIR,—By the cablegram in your issue of Saturday, we are informed that Mr Gladstone intends to introduce a measure for the reform of Parliament. I trust, Sir, some of our would be politicians will undertake to introduce a measure here for the benefit of New Zealand, and not wait to follow in the footsteps of the Old Country, but make laws suitable for a new one. There is any amount of room for reform here. I could fill your columns for some time, but hope some one will save me the trouble. One reform is needed in the mode of our elections. Personally it would be of more advantage did I have no vote, for I am sure to offend some one, and for the life of me I have never been able to understand the advantage of giving a man a vote if he is not allowed to use it as he likes; and he is not allowed to do so, for it is often the cause of a man losing his livelihood, and of another getting more than he ought. This is in my opinion, bribery and corruption in its worst form, and which always has been, and will be till altered. It is hopeless to expect a man can vote according to his conscience when his living depends on the side he votes. I know the man who dare do will never rise under our present laws, and is considered a fool if he is a laboring man and has an opinion of his own.—I am, &c., bbox=[10, 80, 159, 426]
court-text: THE usual Fortnightly MEETING of the above Court will be held in the Masonic Hall, Queen street, THIS (Monday) EVENING, the 14th November. By order of the Chief Ranger. bbox=[955, 247, 1105, 305]
grey-salutation: GENTLEMEN,— bbox=[175, 80, 239, 89]
prize-books-head: PRIZE AND GIFT BOOKS, bbox=[819, 548, 926, 572]
